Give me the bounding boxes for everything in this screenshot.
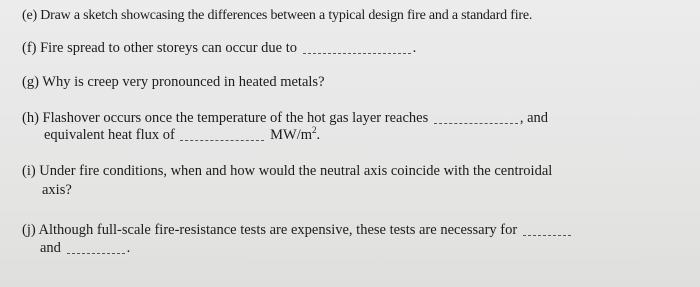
question-h-line2-text: equivalent heat flux of xyxy=(44,127,175,143)
question-h-line2-tail: . xyxy=(316,127,321,143)
question-h-line2 xyxy=(22,127,548,144)
question-j-line2-tail: . xyxy=(126,240,131,256)
question-f xyxy=(22,40,416,57)
question-g xyxy=(22,74,325,91)
question-j-line1 xyxy=(22,222,573,239)
question-e xyxy=(22,7,532,24)
question-i-line1: (i) Under fire conditions, when and how would the neutral axis coincide with the centroidal xyxy=(22,163,553,179)
question-j-line2-text: and xyxy=(40,240,61,256)
question-h-line1 xyxy=(22,110,548,127)
question-g-text: (g) Why is creep very pronounced in heated metals? xyxy=(22,74,325,90)
question-h-unit: MW/m xyxy=(270,127,312,143)
question-h xyxy=(22,110,548,144)
question-f-tail: . xyxy=(412,40,417,56)
question-f-text: (f) Fire spread to other storeys can occur due to xyxy=(22,40,297,56)
question-j xyxy=(22,222,573,257)
answer-blank-j-1[interactable] xyxy=(523,226,571,236)
answer-blank-f[interactable] xyxy=(303,44,411,54)
question-i xyxy=(22,163,552,199)
answer-blank-h-heat-flux[interactable] xyxy=(180,131,264,141)
question-h-unit-exponent: 2 xyxy=(312,125,317,136)
answer-blank-j-2[interactable] xyxy=(67,244,125,254)
question-j-line2 xyxy=(22,240,573,257)
question-h-line1-text: (h) Flashover occurs once the temperature of the hot gas layer reaches xyxy=(22,110,429,126)
question-j-line1-text: (j) Although full-scale fire-resistance tests are expensive, these tests are necessary for xyxy=(22,222,518,238)
answer-blank-h-temperature[interactable] xyxy=(434,114,518,124)
question-e-text: (e) Draw a sketch showcasing the differences between a typical design fire and a standard fire. xyxy=(22,8,533,23)
question-i-line2: axis? xyxy=(42,182,72,198)
question-h-line1-tail: , and xyxy=(519,110,549,126)
